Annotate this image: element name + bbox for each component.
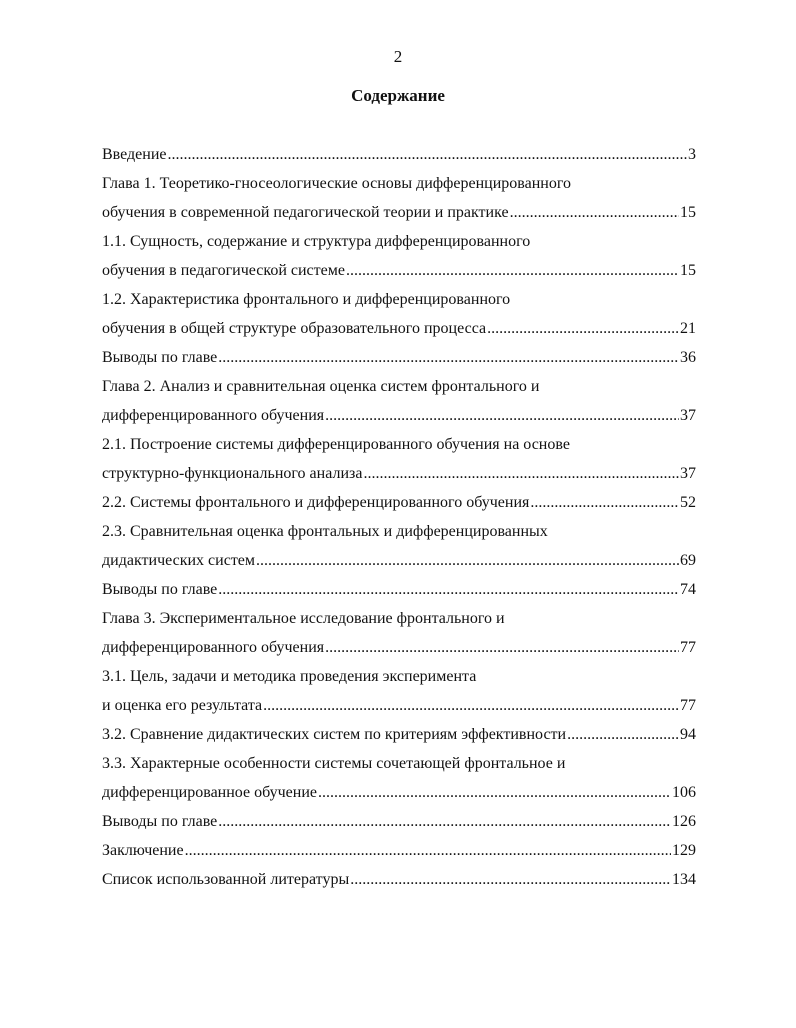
toc-entry (102, 488, 696, 517)
toc-entry-text: Введение (102, 146, 167, 163)
dot-leader (350, 865, 671, 894)
toc-entry (102, 227, 696, 285)
toc-entry-text: 3.2. Сравнение дидактических систем по критериям эффективности (102, 726, 567, 743)
toc-title: Содержание (351, 86, 445, 105)
toc-page-number: 3 (688, 146, 696, 163)
toc-entry (102, 372, 696, 430)
toc-entry-last-line (102, 459, 696, 488)
toc-entry-last-line (102, 691, 696, 720)
toc-entry-text: Выводы по главе (102, 813, 218, 830)
toc-entry-last-line (102, 633, 696, 662)
toc-entry-last-line (102, 488, 696, 517)
toc-entry (102, 836, 696, 865)
toc-entry-last-line (102, 256, 696, 285)
toc-page-number: 15 (680, 204, 696, 221)
dot-leader (256, 546, 679, 575)
toc-entry-line: 3.3. Характерные особенности системы сочетающей фронтальное и (102, 755, 566, 772)
toc-page-number: 94 (680, 726, 696, 743)
toc-entry-last-line (102, 575, 696, 604)
dot-leader (510, 198, 679, 227)
toc-entry-line: Глава 3. Экспериментальное исследование фронтального и (102, 610, 505, 627)
toc-entry-text: 2.2. Системы фронтального и дифференцированного обучения (102, 494, 530, 511)
toc-entry-text: структурно-функционального анализа (102, 465, 363, 482)
dot-leader (185, 836, 671, 865)
toc-entry-line: Глава 2. Анализ и сравнительная оценка систем фронтального и (102, 378, 540, 395)
page-number: 2 (393, 47, 403, 66)
toc-entry (102, 865, 696, 894)
toc-entry-text: дифференцированного обучения (102, 407, 325, 424)
toc-entry-last-line (102, 140, 696, 169)
toc-entry-line: Глава 1. Теоретико-гносеологические основы дифференцированного (102, 175, 572, 192)
toc-entry-text: дифференцированное обучение (102, 784, 318, 801)
toc-page-number: 37 (680, 407, 696, 424)
toc-page-number: 74 (680, 581, 696, 598)
toc-entry (102, 517, 696, 575)
dot-leader (218, 807, 671, 836)
table-of-contents (102, 140, 696, 894)
toc-entry-line: 2.1. Построение системы дифференцированного обучения на основе (102, 436, 570, 453)
toc-entry-last-line (102, 720, 696, 749)
toc-entry-text: обучения в педагогической системе (102, 262, 345, 279)
toc-entry-text: дифференцированного обучения (102, 639, 325, 656)
toc-page-number: 52 (680, 494, 696, 511)
toc-entry-last-line (102, 778, 696, 807)
dot-leader (218, 343, 679, 372)
toc-entry-text: дидактических систем (102, 552, 256, 569)
toc-entry-line: 1.2. Характеристика фронтального и дифференцированного (102, 291, 511, 308)
toc-entry-text: Выводы по главе (102, 581, 218, 598)
dot-leader (168, 140, 688, 169)
toc-page-number: 69 (680, 552, 696, 569)
dot-leader (218, 575, 679, 604)
toc-entry (102, 285, 696, 343)
toc-page-number: 129 (672, 842, 696, 859)
toc-entry-last-line (102, 401, 696, 430)
toc-entry-text: Выводы по главе (102, 349, 218, 366)
toc-entry-last-line (102, 198, 696, 227)
toc-page-number: 21 (680, 320, 696, 337)
toc-entry-last-line (102, 836, 696, 865)
dot-leader (325, 633, 679, 662)
dot-leader (263, 691, 679, 720)
toc-entry-text: Заключение (102, 842, 184, 859)
toc-entry (102, 575, 696, 604)
toc-page-number: 36 (680, 349, 696, 366)
dot-leader (530, 488, 679, 517)
toc-page-number: 15 (680, 262, 696, 279)
toc-entry-line: 3.1. Цель, задачи и методика проведения эксперимента (102, 668, 477, 685)
toc-entry-text: обучения в общей структуре образовательного процесса (102, 320, 487, 337)
toc-entry-text: и оценка его результата (102, 697, 263, 714)
dot-leader (325, 401, 679, 430)
toc-entry (102, 604, 696, 662)
toc-entry-text: обучения в современной педагогической теории и практике (102, 204, 509, 221)
toc-entry-last-line (102, 865, 696, 894)
dot-leader (487, 314, 679, 343)
toc-entry-last-line (102, 546, 696, 575)
toc-entry-last-line (102, 807, 696, 836)
toc-page-number: 106 (672, 784, 696, 801)
toc-entry (102, 140, 696, 169)
toc-entry-last-line (102, 314, 696, 343)
toc-entry (102, 430, 696, 488)
toc-entry (102, 169, 696, 227)
toc-page-number: 77 (680, 697, 696, 714)
dot-leader (346, 256, 679, 285)
toc-entry-last-line (102, 343, 696, 372)
toc-entry-text: Список использованной литературы (102, 871, 350, 888)
toc-entry (102, 720, 696, 749)
dot-leader (318, 778, 671, 807)
toc-page-number: 134 (672, 871, 696, 888)
toc-entry (102, 662, 696, 720)
toc-entry (102, 343, 696, 372)
dot-leader (363, 459, 679, 488)
toc-entry (102, 807, 696, 836)
toc-entry-line: 1.1. Сущность, содержание и структура дифференцированного (102, 233, 531, 250)
toc-page-number: 126 (672, 813, 696, 830)
toc-entry-line: 2.3. Сравнительная оценка фронтальных и дифференцированных (102, 523, 548, 540)
dot-leader (567, 720, 679, 749)
toc-page-number: 77 (680, 639, 696, 656)
toc-page-number: 37 (680, 465, 696, 482)
toc-entry (102, 749, 696, 807)
